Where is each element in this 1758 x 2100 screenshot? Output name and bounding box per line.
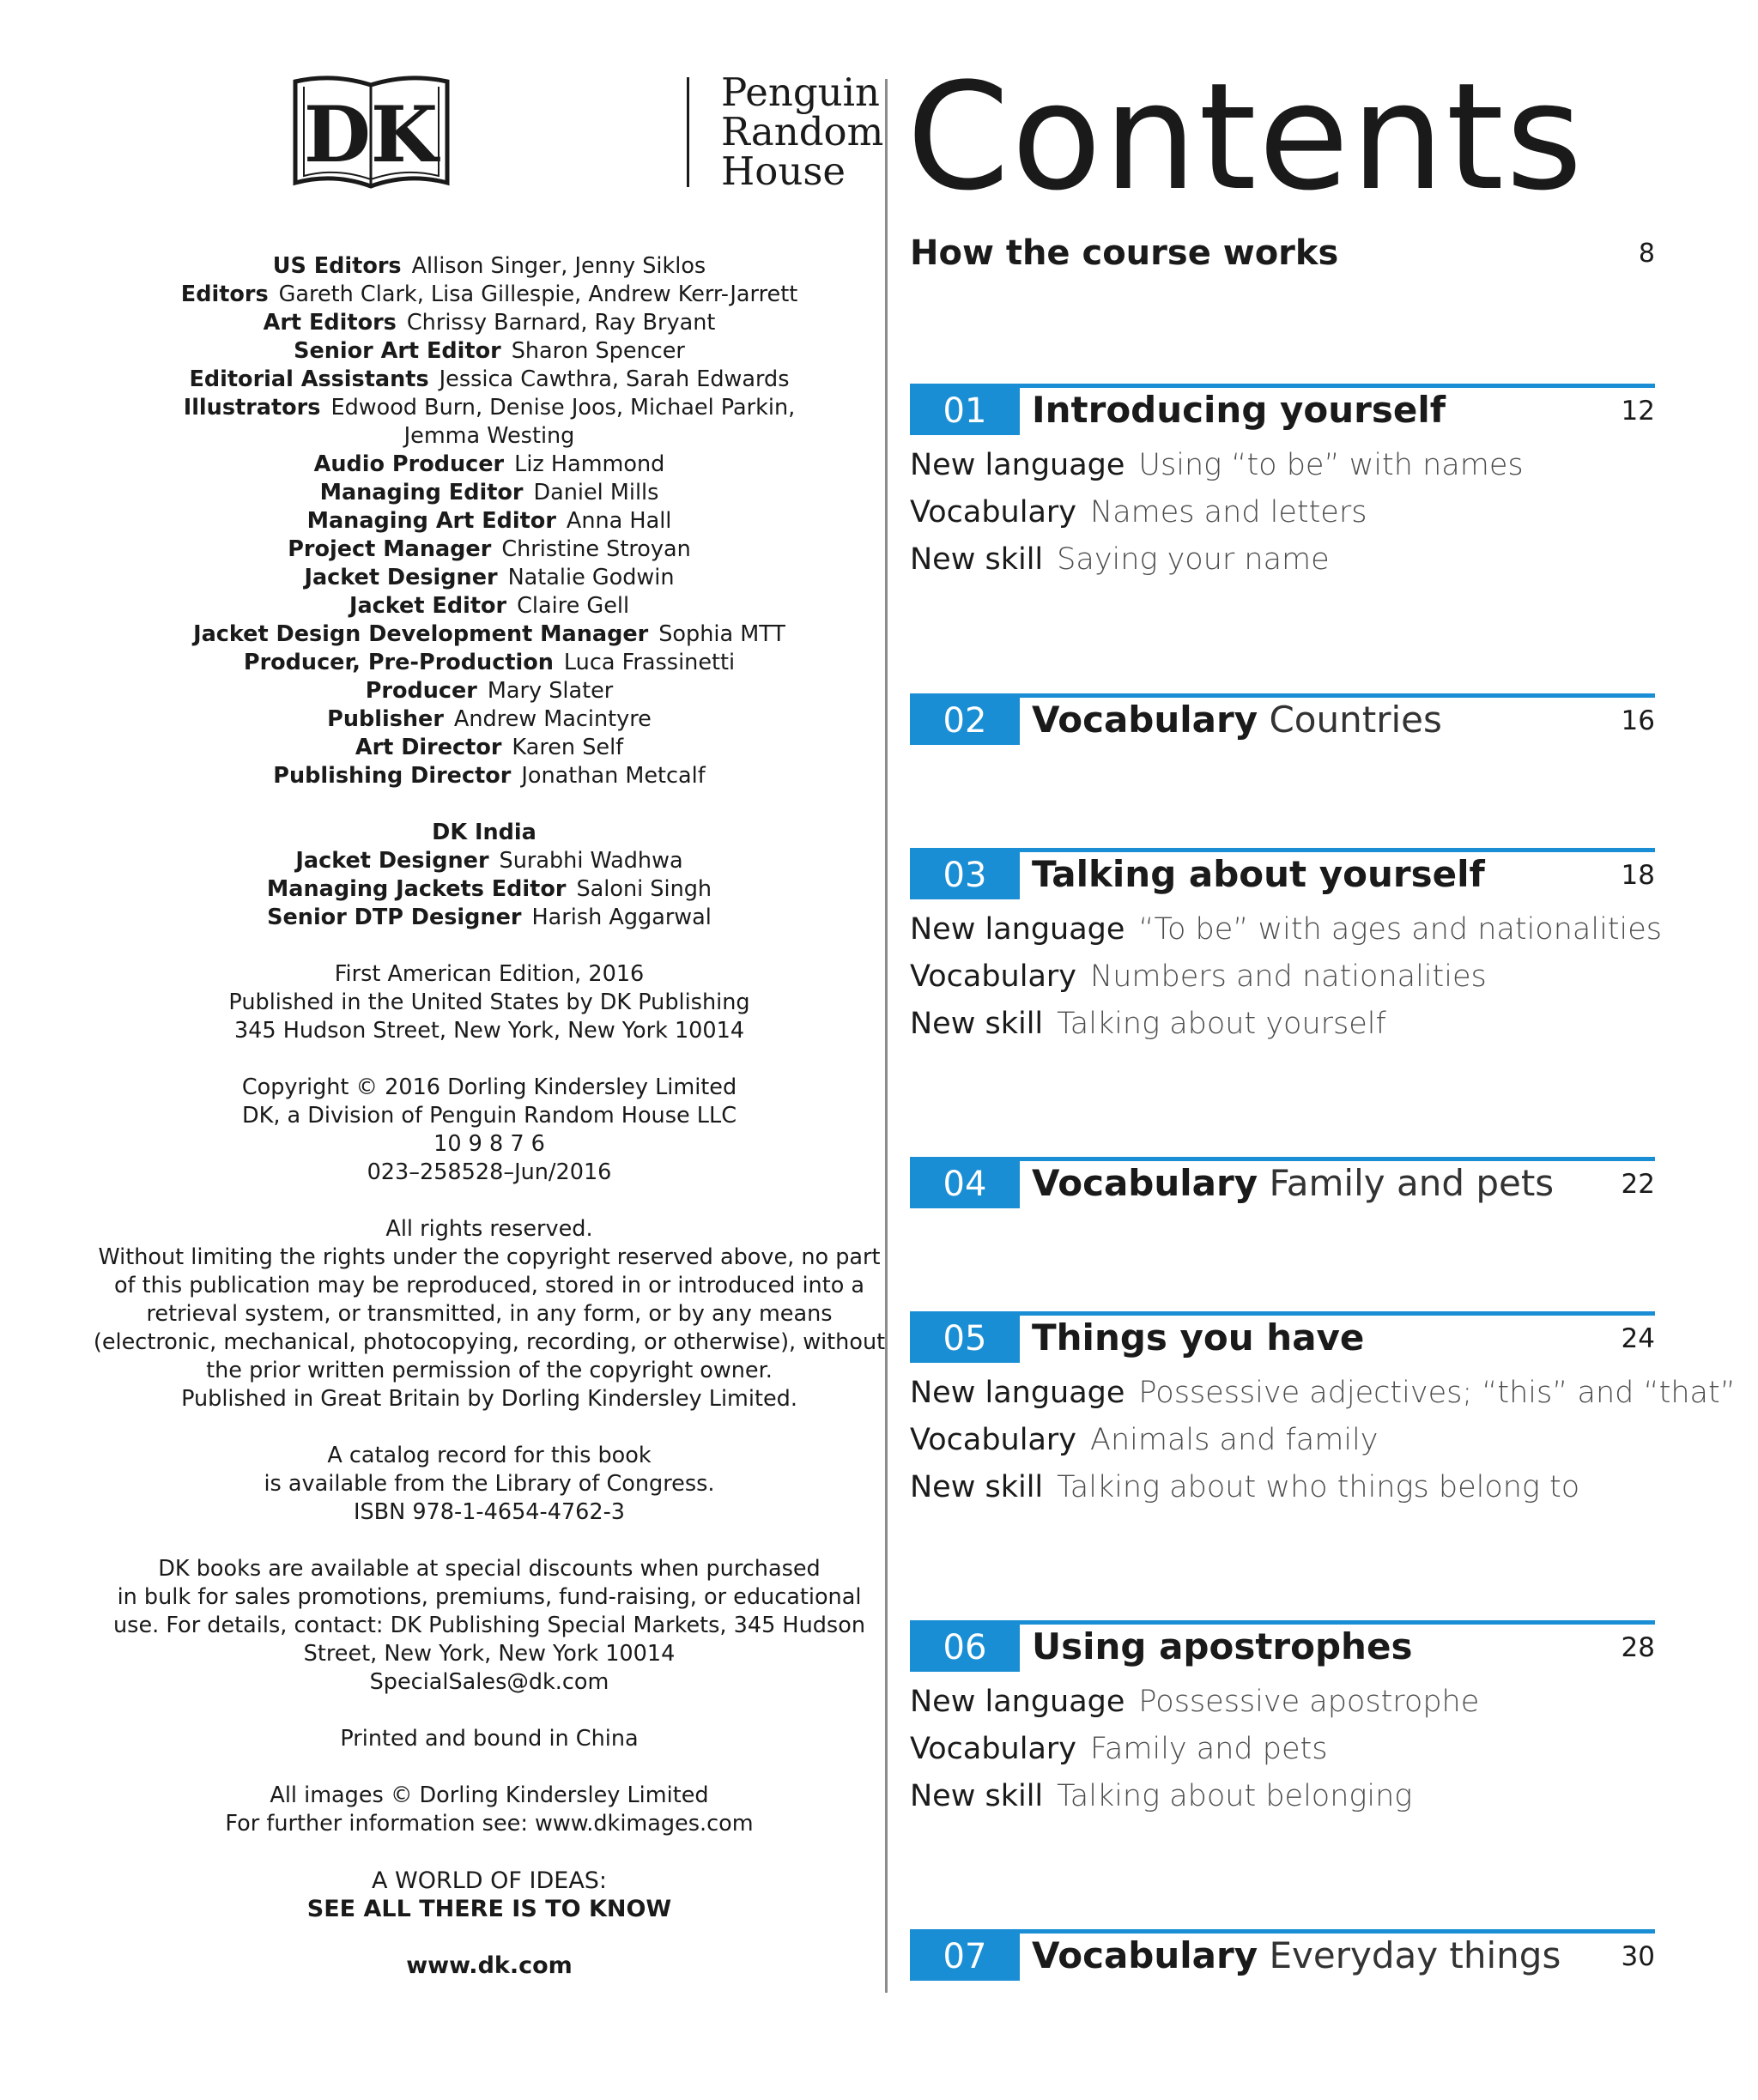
unit-title-bold: Introducing yourself (1032, 389, 1446, 431)
toc-unit-04[interactable] (910, 1157, 1655, 1210)
credit-row (86, 677, 893, 705)
credit-role: Editorial Assistants (189, 366, 429, 392)
credit-names: Jessica Cawthra, Sarah Edwards (439, 366, 790, 392)
unit-number: 07 (910, 1934, 1020, 1981)
unit-title (1032, 1157, 1554, 1210)
unit-detail-row (910, 442, 1524, 489)
svg-text:DK: DK (303, 89, 439, 180)
credit-names: Harish Aggarwal (531, 905, 712, 930)
credit-role: Illustrators (183, 395, 321, 421)
credit-names: Surabhi Wadhwa (499, 848, 683, 874)
text-line: DK, a Division of Penguin Random House LLC (241, 1103, 737, 1129)
unit-title (1032, 1620, 1412, 1673)
unit-detail-row (910, 1464, 1736, 1511)
credit-row (86, 564, 893, 592)
credit-names: Saloni Singh (576, 876, 712, 902)
unit-number: 06 (910, 1625, 1020, 1672)
text-line: Copyright © 2016 Dorling Kindersley Limited (241, 1074, 737, 1100)
unit-detail-row (910, 1370, 1736, 1417)
credit-row (86, 620, 893, 649)
text-line: Street, New York, New York 10014 (303, 1641, 676, 1667)
text-line: the prior written permission of the copyright owner. (206, 1358, 773, 1383)
credit-role: Publisher (327, 706, 444, 732)
unit-page: 30 (1621, 1941, 1655, 1972)
detail-label: New skill (910, 1007, 1044, 1041)
unit-title (1032, 384, 1446, 437)
toc-unit-03[interactable] (910, 848, 1663, 1054)
detail-label: Vocabulary (910, 1732, 1077, 1766)
detail-label: New skill (910, 1779, 1044, 1813)
detail-value: Possessive apostrophe (1138, 1685, 1480, 1719)
unit-title-light: Family and pets (1269, 1162, 1555, 1204)
unit-title (1032, 848, 1485, 901)
text-line: retrieval system, or transmitted, in any form, or by any means (146, 1301, 833, 1327)
credit-row (86, 422, 893, 451)
edition-info (86, 960, 893, 1045)
credit-role: Jacket Designer (304, 565, 498, 590)
detail-value: Animals and family (1090, 1423, 1379, 1457)
credit-role: Producer (365, 678, 477, 704)
unit-number: 02 (910, 698, 1020, 745)
unit-title-bold: Vocabulary (1032, 1934, 1258, 1976)
unit-number: 04 (910, 1161, 1020, 1208)
credit-names: Sophia MTT (658, 621, 785, 647)
unit-detail-row (910, 1773, 1479, 1820)
credits-block (86, 252, 893, 1980)
credit-row (86, 252, 893, 281)
toc-unit-06[interactable] (910, 1620, 1655, 1826)
credit-role: Producer, Pre-Production (243, 650, 554, 675)
text-line: in bulk for sales promotions, premiums, fund-raising, or educational (117, 1584, 862, 1610)
text-line: (electronic, mechanical, photocopying, recording, or otherwise), without (93, 1329, 886, 1355)
toc-unit-01[interactable] (910, 384, 1655, 590)
toc-unit-02[interactable] (910, 693, 1655, 747)
credit-role: Managing Art Editor (306, 508, 556, 534)
detail-label: New language (910, 1685, 1125, 1719)
unit-number: 03 (910, 852, 1020, 899)
penguin-random-house-wordmark: Penguin Random House (721, 70, 884, 194)
unit-detail-row (910, 489, 1524, 536)
world-of-ideas-title: A WORLD OF IDEAS: (371, 1867, 608, 1894)
credit-names: Daniel Mills (533, 480, 659, 505)
credit-names: Edwood Burn, Denise Joos, Michael Parkin, (330, 395, 796, 421)
credit-row (86, 847, 893, 875)
credit-row (86, 875, 893, 904)
text-line: is available from the Library of Congress. (264, 1471, 715, 1497)
credit-row (86, 451, 893, 479)
text-line: of this publication may be reproduced, stored in or introduced into a (113, 1273, 865, 1298)
toc-intro-page: 8 (1638, 239, 1655, 269)
detail-label: Vocabulary (910, 1423, 1077, 1457)
credit-role: US Editors (272, 253, 402, 279)
credit-role: Art Director (355, 735, 502, 760)
credit-row (86, 734, 893, 762)
printed-in: Printed and bound in China (340, 1726, 639, 1752)
images-credit (86, 1782, 893, 1838)
detail-value: Talking about yourself (1057, 1007, 1386, 1041)
unit-title-light: Everyday things (1269, 1934, 1561, 1976)
credit-names: Anna Hall (566, 508, 672, 534)
detail-label: New language (910, 1376, 1125, 1410)
credit-row (86, 649, 893, 677)
unit-page: 16 (1621, 705, 1655, 736)
unit-page: 28 (1621, 1632, 1655, 1663)
credit-row (86, 536, 893, 564)
credit-row (86, 394, 893, 422)
detail-label: New skill (910, 1470, 1044, 1504)
text-line: use. For details, contact: DK Publishing Special Markets, 345 Hudson (113, 1613, 865, 1638)
unit-number: 05 (910, 1316, 1020, 1363)
unit-title (1032, 1929, 1561, 1982)
unit-page: 24 (1621, 1323, 1655, 1354)
credit-role: Jacket Editor (349, 593, 507, 619)
dk-book-logo-icon (292, 73, 451, 193)
detail-value: “To be” with ages and nationalities (1138, 912, 1663, 947)
detail-value: Family and pets (1090, 1732, 1328, 1766)
credit-names: Jemma Westing (403, 423, 575, 449)
credit-names: Gareth Clark, Lisa Gillespie, Andrew Kerr-Jarrett (278, 281, 798, 307)
credit-row (86, 762, 893, 790)
credit-row (86, 507, 893, 536)
toc-unit-05[interactable] (910, 1311, 1736, 1517)
credit-names: Natalie Godwin (507, 565, 675, 590)
unit-detail-row (910, 953, 1662, 1001)
detail-value: Saying your name (1057, 542, 1330, 577)
unit-page: 18 (1621, 860, 1655, 891)
toc-intro[interactable] (910, 232, 1655, 275)
column-divider (885, 79, 888, 1993)
text-line: All images © Dorling Kindersley Limited (270, 1782, 709, 1808)
catalog-record (86, 1442, 893, 1527)
unit-title (1032, 1311, 1364, 1365)
credit-names: Jonathan Metcalf (521, 763, 706, 789)
text-line: A catalog record for this book (327, 1443, 652, 1468)
detail-value: Using “to be” with names (1138, 448, 1524, 482)
unit-detail-row (910, 1726, 1479, 1773)
detail-value: Numbers and nationalities (1090, 959, 1487, 994)
world-of-ideas-subtitle: SEE ALL THERE IS TO KNOW (306, 1896, 672, 1922)
credit-names: Christine Stroyan (501, 536, 691, 562)
detail-label: New language (910, 912, 1125, 947)
toc-unit-07[interactable] (910, 1929, 1655, 1982)
unit-title-bold: Talking about yourself (1032, 853, 1485, 895)
credit-row (86, 904, 893, 932)
detail-label: Vocabulary (910, 495, 1077, 530)
copyright-info (86, 1074, 893, 1187)
credit-role: Managing Editor (319, 480, 524, 505)
unit-page: 22 (1621, 1169, 1655, 1200)
unit-detail-row (910, 1001, 1662, 1048)
website-link[interactable]: www.dk.com (406, 1952, 573, 1979)
credit-row (86, 366, 893, 394)
credit-role: Audio Producer (313, 451, 505, 477)
unit-details (910, 906, 1662, 1048)
credit-row (86, 337, 893, 366)
credit-row (86, 592, 893, 620)
toc-intro-title: How the course works (910, 233, 1339, 273)
credit-row (86, 705, 893, 734)
text-line: 023–258528–Jun/2016 (367, 1159, 612, 1185)
text-line: SpecialSales@dk.com (369, 1669, 609, 1695)
credit-row (86, 309, 893, 337)
credit-role: Publishing Director (273, 763, 512, 789)
unit-detail-row (910, 1679, 1479, 1726)
credit-role: Art Editors (263, 310, 397, 336)
credit-names: Chrissy Barnard, Ray Bryant (406, 310, 716, 336)
credit-role: Managing Jackets Editor (266, 876, 567, 902)
text-line: Published in Great Britain by Dorling Kindersley Limited. (181, 1386, 797, 1412)
text-line: 345 Hudson Street, New York, New York 10014 (233, 1018, 745, 1044)
unit-title-bold: Things you have (1032, 1316, 1365, 1359)
unit-title-light: Countries (1269, 699, 1442, 741)
text-line: ISBN 978-1-4654-4762-3 (353, 1499, 626, 1525)
credit-role: Project Manager (288, 536, 492, 562)
detail-label: Vocabulary (910, 959, 1077, 994)
credit-names: Liz Hammond (514, 451, 665, 477)
page-title: Contents (906, 51, 1585, 223)
rights-statement (86, 1215, 893, 1413)
credit-names: Sharon Spencer (511, 338, 685, 364)
credit-role: Jacket Designer (295, 848, 489, 874)
logo-divider (687, 77, 689, 187)
detail-label: New language (910, 448, 1125, 482)
credit-names: Andrew Macintyre (453, 706, 652, 732)
detail-value: Talking about belonging (1057, 1779, 1413, 1813)
credit-row (86, 281, 893, 309)
publisher-logo (292, 70, 884, 197)
dk-india-heading: DK India (432, 820, 536, 845)
credit-role: Editors (180, 281, 269, 307)
text-line: For further information see: www.dkimages.com (225, 1811, 754, 1837)
unit-page: 12 (1621, 396, 1655, 427)
text-line: All rights reserved. (385, 1216, 593, 1242)
text-line: Published in the United States by DK Publishing (228, 989, 750, 1015)
text-line: DK books are available at special discounts when purchased (158, 1556, 821, 1582)
unit-details (910, 1679, 1479, 1820)
text-line: 10 9 8 7 6 (433, 1131, 545, 1157)
text-line: First American Edition, 2016 (334, 961, 645, 987)
sales-info (86, 1555, 893, 1697)
unit-title-bold: Vocabulary (1032, 699, 1258, 741)
credit-row (86, 479, 893, 507)
text-line: Without limiting the rights under the copyright reserved above, no part (98, 1244, 881, 1270)
unit-title-bold: Vocabulary (1032, 1162, 1258, 1204)
unit-details (910, 442, 1524, 584)
credit-names: Mary Slater (487, 678, 614, 704)
credit-names: Karen Self (512, 735, 624, 760)
credit-names: Allison Singer, Jenny Siklos (411, 253, 706, 279)
credit-names: Claire Gell (517, 593, 630, 619)
credit-role: Senior DTP Designer (267, 905, 522, 930)
unit-detail-row (910, 906, 1662, 953)
credits-list (86, 252, 893, 790)
detail-value: Names and letters (1090, 495, 1367, 530)
unit-detail-row (910, 1417, 1736, 1464)
detail-value: Possessive adjectives; “this” and “that” (1138, 1376, 1736, 1410)
credit-role: Senior Art Editor (294, 338, 501, 364)
unit-details (910, 1370, 1736, 1511)
credit-names: Luca Frassinetti (563, 650, 736, 675)
unit-title-bold: Using apostrophes (1032, 1625, 1413, 1667)
detail-value: Talking about who things belong to (1057, 1470, 1580, 1504)
detail-label: New skill (910, 542, 1044, 577)
credit-role: Jacket Design Development Manager (193, 621, 649, 647)
dk-india-credits (86, 847, 893, 932)
unit-detail-row (910, 536, 1524, 584)
unit-title (1032, 693, 1442, 747)
unit-number: 01 (910, 388, 1020, 435)
